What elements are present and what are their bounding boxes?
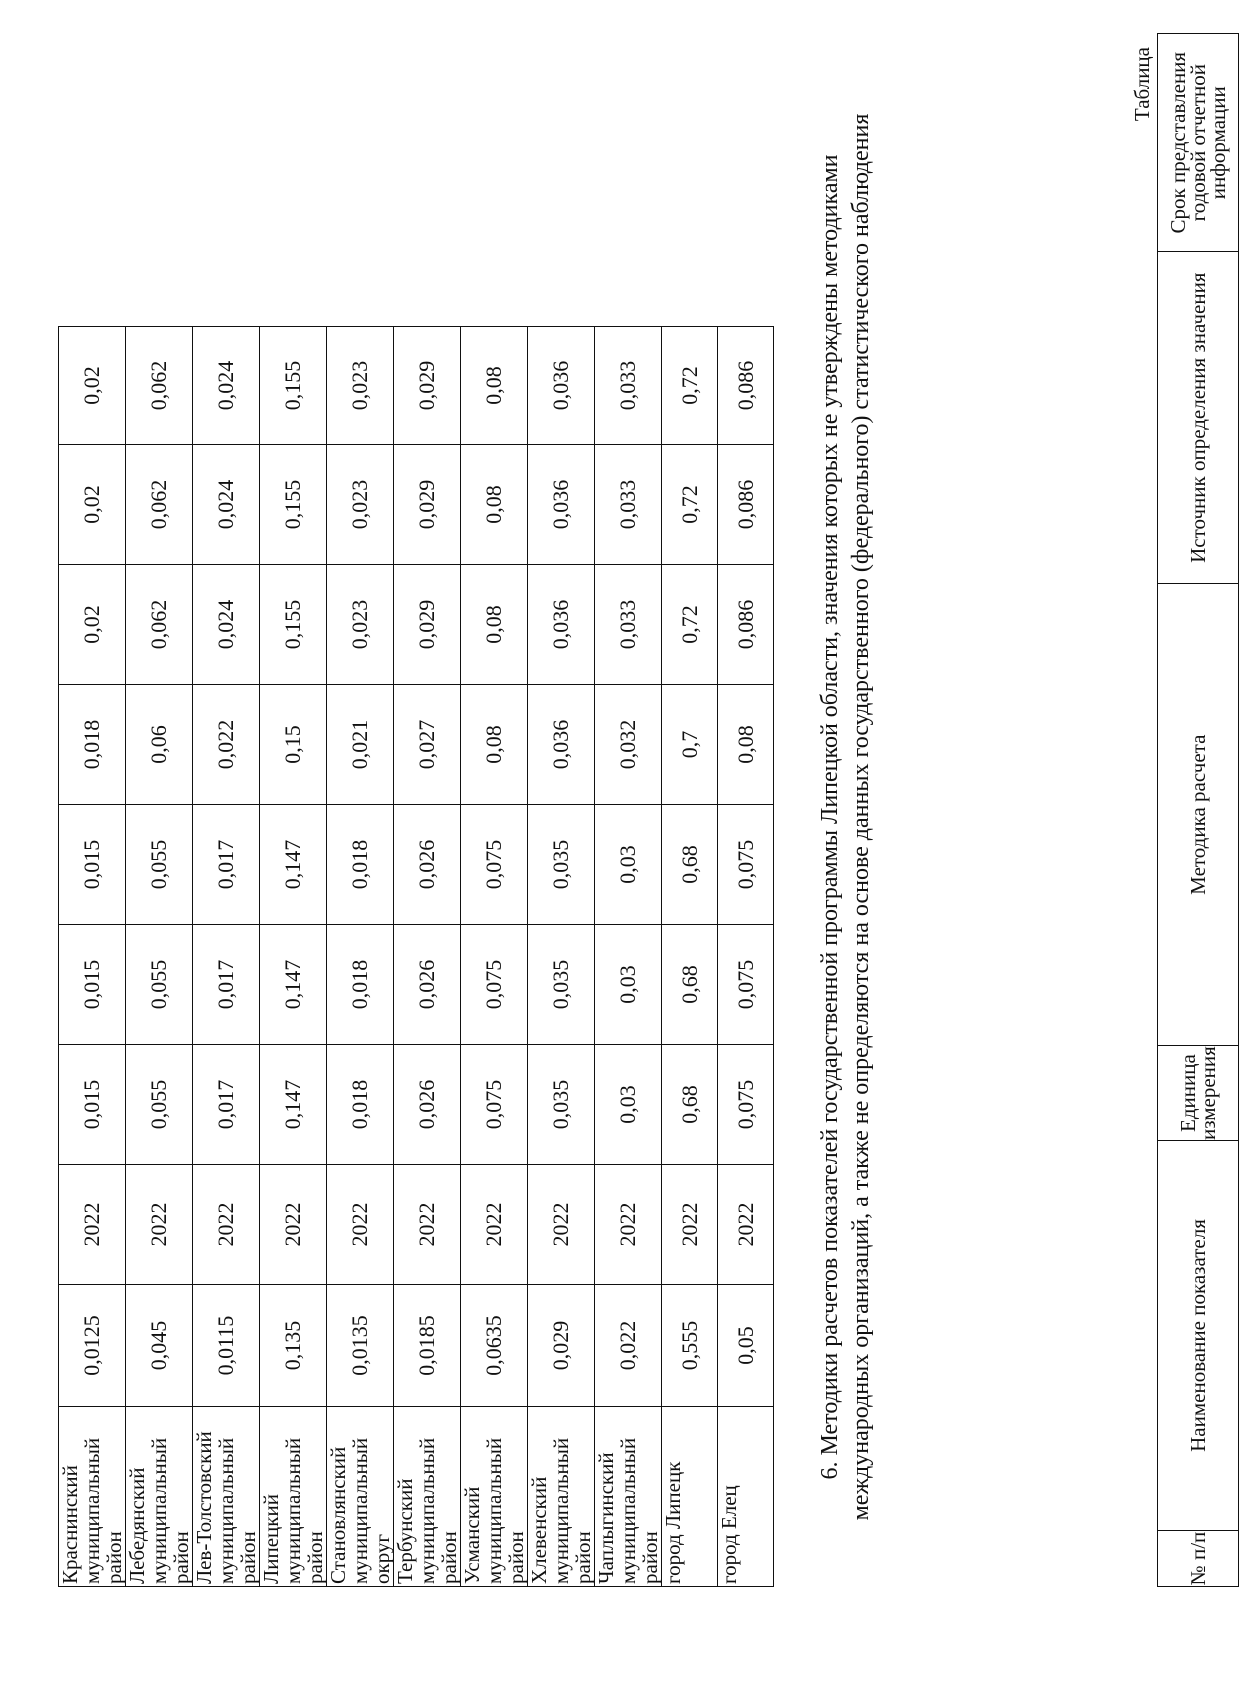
target-value-cell: 0,147	[260, 1045, 327, 1165]
target-value-cell: 0,062	[126, 327, 193, 445]
target-value-cell: 0,036	[528, 565, 595, 685]
target-value-cell: 0,023	[327, 327, 394, 445]
target-value-cell: 0,015	[59, 805, 126, 925]
territory-name-cell: Чаплыгинский муниципальный район	[595, 1407, 662, 1587]
target-value-cell: 0,024	[193, 565, 260, 685]
table-row	[461, 327, 528, 1587]
table-row	[327, 327, 394, 1587]
base-year-cell: 2022	[260, 1165, 327, 1285]
target-value-cell: 0,022	[193, 685, 260, 805]
target-value-cell: 0,026	[394, 805, 461, 925]
target-value-cell: 0,035	[528, 925, 595, 1045]
target-value-cell: 0,018	[327, 925, 394, 1045]
target-value-cell: 0,024	[193, 327, 260, 445]
target-value-cell: 0,023	[327, 565, 394, 685]
base-value-cell: 0,0185	[394, 1285, 461, 1407]
target-value-cell: 0,062	[126, 445, 193, 565]
base-year-cell: 2022	[595, 1165, 662, 1285]
target-value-cell: 0,033	[595, 327, 662, 445]
target-value-cell: 0,08	[461, 327, 528, 445]
target-value-cell: 0,033	[595, 445, 662, 565]
target-value-cell: 0,032	[595, 685, 662, 805]
target-value-cell: 0,08	[718, 685, 774, 805]
target-value-cell: 0,086	[718, 445, 774, 565]
base-value-cell: 0,045	[126, 1285, 193, 1407]
header-source: Источник определения значения	[1158, 252, 1239, 584]
target-value-cell: 0,017	[193, 805, 260, 925]
target-value-cell: 0,029	[394, 327, 461, 445]
target-value-cell: 0,015	[59, 1045, 126, 1165]
target-value-cell: 0,024	[193, 445, 260, 565]
table-row	[662, 327, 718, 1587]
indicator-table	[58, 326, 774, 1587]
base-year-cell: 2022	[327, 1165, 394, 1285]
table-row	[528, 327, 595, 1587]
target-value-cell: 0,026	[394, 925, 461, 1045]
header-indicator-name: Наименование показателя	[1158, 1141, 1239, 1531]
target-value-cell: 0,72	[662, 445, 718, 565]
header-method: Методика расчета	[1158, 584, 1239, 1046]
target-value-cell: 0,036	[528, 327, 595, 445]
target-value-cell: 0,075	[718, 1045, 774, 1165]
header-deadline: Срок представления годовой отчетной информации	[1158, 34, 1239, 252]
target-value-cell: 0,03	[595, 1045, 662, 1165]
territory-name-cell: Краснинский муниципальный район	[59, 1407, 126, 1587]
target-value-cell: 0,055	[126, 805, 193, 925]
target-value-cell: 0,062	[126, 565, 193, 685]
territory-name-cell: Становлянский муниципальный округ	[327, 1407, 394, 1587]
target-value-cell: 0,06	[126, 685, 193, 805]
target-value-cell: 0,035	[528, 1045, 595, 1165]
target-value-cell: 0,147	[260, 925, 327, 1045]
target-value-cell: 0,72	[662, 327, 718, 445]
base-year-cell: 2022	[126, 1165, 193, 1285]
target-value-cell: 0,023	[327, 445, 394, 565]
base-value-cell: 0,555	[662, 1285, 718, 1407]
base-year-cell: 2022	[662, 1165, 718, 1285]
target-value-cell: 0,018	[327, 1045, 394, 1165]
target-value-cell: 0,017	[193, 1045, 260, 1165]
table-row	[59, 327, 126, 1587]
target-value-cell: 0,02	[59, 565, 126, 685]
base-year-cell: 2022	[394, 1165, 461, 1285]
table-row	[193, 327, 260, 1587]
target-value-cell: 0,036	[528, 685, 595, 805]
target-value-cell: 0,029	[394, 445, 461, 565]
base-value-cell: 0,0135	[327, 1285, 394, 1407]
target-value-cell: 0,08	[461, 565, 528, 685]
section-heading: 6. Методики расчетов показателей государственной программы Липецкой области, значения которых не утверждены методиками международных организаций, а также не определяются на основе данных государственного (федерального) статистического наблюдения	[817, 113, 874, 1521]
target-value-cell: 0,08	[461, 685, 528, 805]
territory-name-cell: Тербунский муниципальный район	[394, 1407, 461, 1587]
target-value-cell: 0,036	[528, 445, 595, 565]
header-number: № п/п	[1158, 1531, 1239, 1587]
header-unit: Единица измерения	[1158, 1046, 1239, 1141]
base-year-cell: 2022	[59, 1165, 126, 1285]
target-value-cell: 0,033	[595, 565, 662, 685]
target-value-cell: 0,02	[59, 445, 126, 565]
target-value-cell: 0,08	[461, 445, 528, 565]
target-value-cell: 0,15	[260, 685, 327, 805]
target-value-cell: 0,68	[662, 925, 718, 1045]
target-value-cell: 0,026	[394, 1045, 461, 1165]
target-value-cell: 0,015	[59, 925, 126, 1045]
territory-name-cell: Усманский муниципальный район	[461, 1407, 528, 1587]
base-value-cell: 0,0115	[193, 1285, 260, 1407]
target-value-cell: 0,055	[126, 925, 193, 1045]
territory-name-cell: город Елец	[718, 1407, 774, 1587]
target-value-cell: 0,68	[662, 805, 718, 925]
target-value-cell: 0,155	[260, 445, 327, 565]
table-row	[595, 327, 662, 1587]
territory-name-cell: город Липецк	[662, 1407, 718, 1587]
base-year-cell: 2022	[718, 1165, 774, 1285]
territory-name-cell: Лев-Толстовский муниципальный район	[193, 1407, 260, 1587]
base-value-cell: 0,022	[595, 1285, 662, 1407]
base-value-cell: 0,0125	[59, 1285, 126, 1407]
target-value-cell: 0,075	[461, 925, 528, 1045]
table-row	[126, 327, 193, 1587]
territory-name-cell: Лебедянский муниципальный район	[126, 1407, 193, 1587]
target-value-cell: 0,147	[260, 805, 327, 925]
base-year-cell: 2022	[461, 1165, 528, 1285]
target-value-cell: 0,155	[260, 327, 327, 445]
target-value-cell: 0,086	[718, 565, 774, 685]
target-value-cell: 0,075	[718, 925, 774, 1045]
target-value-cell: 0,018	[59, 685, 126, 805]
target-value-cell: 0,155	[260, 565, 327, 685]
table-row	[260, 327, 327, 1587]
target-value-cell: 0,035	[528, 805, 595, 925]
base-year-cell: 2022	[528, 1165, 595, 1285]
target-value-cell: 0,055	[126, 1045, 193, 1165]
base-year-cell: 2022	[193, 1165, 260, 1285]
target-value-cell: 0,017	[193, 925, 260, 1045]
target-value-cell: 0,029	[394, 565, 461, 685]
target-value-cell: 0,02	[59, 327, 126, 445]
target-value-cell: 0,027	[394, 685, 461, 805]
target-value-cell: 0,075	[461, 805, 528, 925]
territory-name-cell: Хлевенский муниципальный район	[528, 1407, 595, 1587]
methods-table-header	[1157, 33, 1239, 1587]
target-value-cell: 0,021	[327, 685, 394, 805]
table-row	[394, 327, 461, 1587]
target-value-cell: 0,018	[327, 805, 394, 925]
base-value-cell: 0,05	[718, 1285, 774, 1407]
target-value-cell: 0,72	[662, 565, 718, 685]
table-row	[718, 327, 774, 1587]
base-value-cell: 0,0635	[461, 1285, 528, 1407]
target-value-cell: 0,075	[718, 805, 774, 925]
territory-name-cell: Липецкий муниципальный район	[260, 1407, 327, 1587]
target-value-cell: 0,7	[662, 685, 718, 805]
base-value-cell: 0,135	[260, 1285, 327, 1407]
target-value-cell: 0,68	[662, 1045, 718, 1165]
target-value-cell: 0,03	[595, 805, 662, 925]
target-value-cell: 0,075	[461, 1045, 528, 1165]
base-value-cell: 0,029	[528, 1285, 595, 1407]
target-value-cell: 0,03	[595, 925, 662, 1045]
table-caption: Таблица	[1130, 47, 1154, 122]
target-value-cell: 0,086	[718, 327, 774, 445]
header-row	[1158, 34, 1239, 1587]
